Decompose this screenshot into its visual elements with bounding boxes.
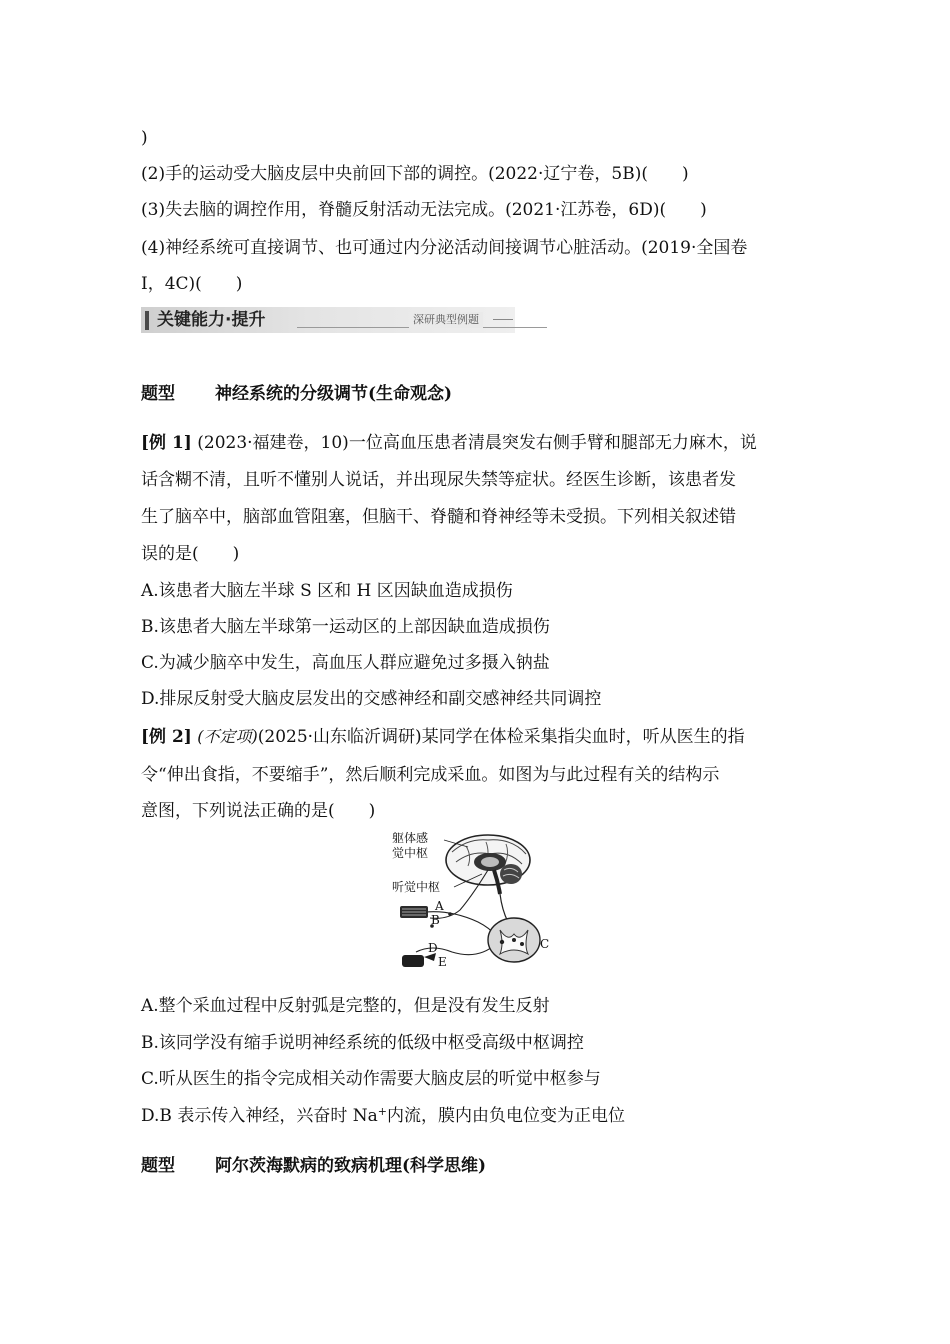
- example-1-line-3: 生了脑卒中，脑部血管阻塞，但脑干、脊髓和脊神经等未受损。下列相关叙述错: [141, 507, 736, 527]
- label-c: C: [540, 937, 550, 951]
- example-2-line-2: 令“伸出食指，不要缩手”，然后顺利完成采血。如图为与此过程有关的结构示: [141, 765, 720, 785]
- example-1-tag: [例 1]: [141, 433, 192, 453]
- example-2-option-d: [141, 1105, 625, 1127]
- example-1-option-b: B.该患者大脑左半球第一运动区的上部因缺血造成损伤: [141, 617, 550, 637]
- option-d-text-before: D.B 表示传入神经，兴奋时 Na: [141, 1106, 378, 1126]
- prev-close-paren: ): [141, 128, 148, 148]
- example-2-kind: (不定项): [197, 727, 258, 746]
- example-1-option-c: C.为减少脑卒中发生，高血压人群应避免过多摄入钠盐: [141, 653, 550, 673]
- label-auditory-center: 听觉中枢: [392, 880, 441, 894]
- label-somatosensory-1: 躯体感: [392, 831, 429, 845]
- sodium-charge: +: [377, 1105, 387, 1118]
- label-b: B: [431, 913, 440, 927]
- section-2-title: 阿尔茨海默病的致病机理(科学思维): [215, 1156, 487, 1176]
- example-1-line-1: [141, 432, 757, 454]
- section-1-heading: [141, 383, 452, 405]
- section-banner: [141, 307, 515, 333]
- example-2-tag: [例 2]: [141, 727, 192, 747]
- label-e: E: [438, 955, 447, 969]
- example-1-option-d: D.排尿反射受大脑皮层发出的交感神经和副交感神经共同调控: [141, 689, 602, 709]
- example-2-text-1: 某同学在体检采集指尖血时，听从医生的指: [421, 727, 745, 747]
- example-2-option-b: B.该同学没有缩手说明神经系统的低级中枢受高级中枢调控: [141, 1033, 584, 1053]
- question-4-line-1: (4)神经系统可直接调节、也可通过内分泌活动间接调节心脏活动。(2019·全国卷: [141, 238, 748, 258]
- question-4-line-2: Ⅰ，4C)( ): [141, 274, 243, 294]
- question-2: (2)手的运动受大脑皮层中央前回下部的调控。(2022·辽宁卷，5B)( ): [141, 164, 689, 184]
- section-2-label: 题型: [141, 1156, 175, 1176]
- banner-accent-bar: [145, 311, 149, 330]
- example-1-source: (2023·福建卷，10): [197, 433, 349, 453]
- reflex-arc-figure: [390, 830, 558, 978]
- section-2-heading: [141, 1155, 486, 1177]
- banner-title: 关键能力·提升: [157, 310, 266, 330]
- reflex-arc-diagram: [390, 830, 558, 978]
- example-2-option-c: C.听从医生的指令完成相关动作需要大脑皮层的听觉中枢参与: [141, 1069, 601, 1089]
- section-1-label: 题型: [141, 384, 175, 404]
- banner-subtitle: 深研典型例题: [409, 312, 483, 328]
- question-3: (3)失去脑的调控作用，脊髓反射活动无法完成。(2021·江苏卷，6D)( ): [141, 200, 707, 220]
- example-2-option-a: A.整个采血过程中反射弧是完整的，但是没有发生反射: [141, 996, 550, 1016]
- label-d: D: [428, 941, 438, 955]
- example-1-text-1: 一位高血压患者清晨突发右侧手臂和腿部无力麻木，说: [348, 433, 757, 453]
- spinal-cord-section: [488, 918, 540, 962]
- option-d-text-after: 内流，膜内由负电位变为正电位: [386, 1106, 625, 1126]
- section-1-title: 神经系统的分级调节(生命观念): [215, 384, 453, 404]
- example-1-option-a: A.该患者大脑左半球 S 区和 H 区因缺血造成损伤: [141, 581, 513, 601]
- example-1-line-4: 误的是( ): [141, 544, 240, 564]
- banner-tail-line: [493, 319, 513, 320]
- example-2-line-1: [141, 726, 745, 748]
- label-a: A: [435, 899, 444, 913]
- example-2-source: (2025·山东临沂调研): [257, 727, 422, 747]
- example-2-line-3: 意图，下列说法正确的是( ): [141, 801, 376, 821]
- label-somatosensory-2: 觉中枢: [392, 846, 429, 860]
- example-1-line-2: 话含糊不清，且听不懂别人说话，并出现尿失禁等症状。经医生诊断，该患者发: [141, 470, 736, 490]
